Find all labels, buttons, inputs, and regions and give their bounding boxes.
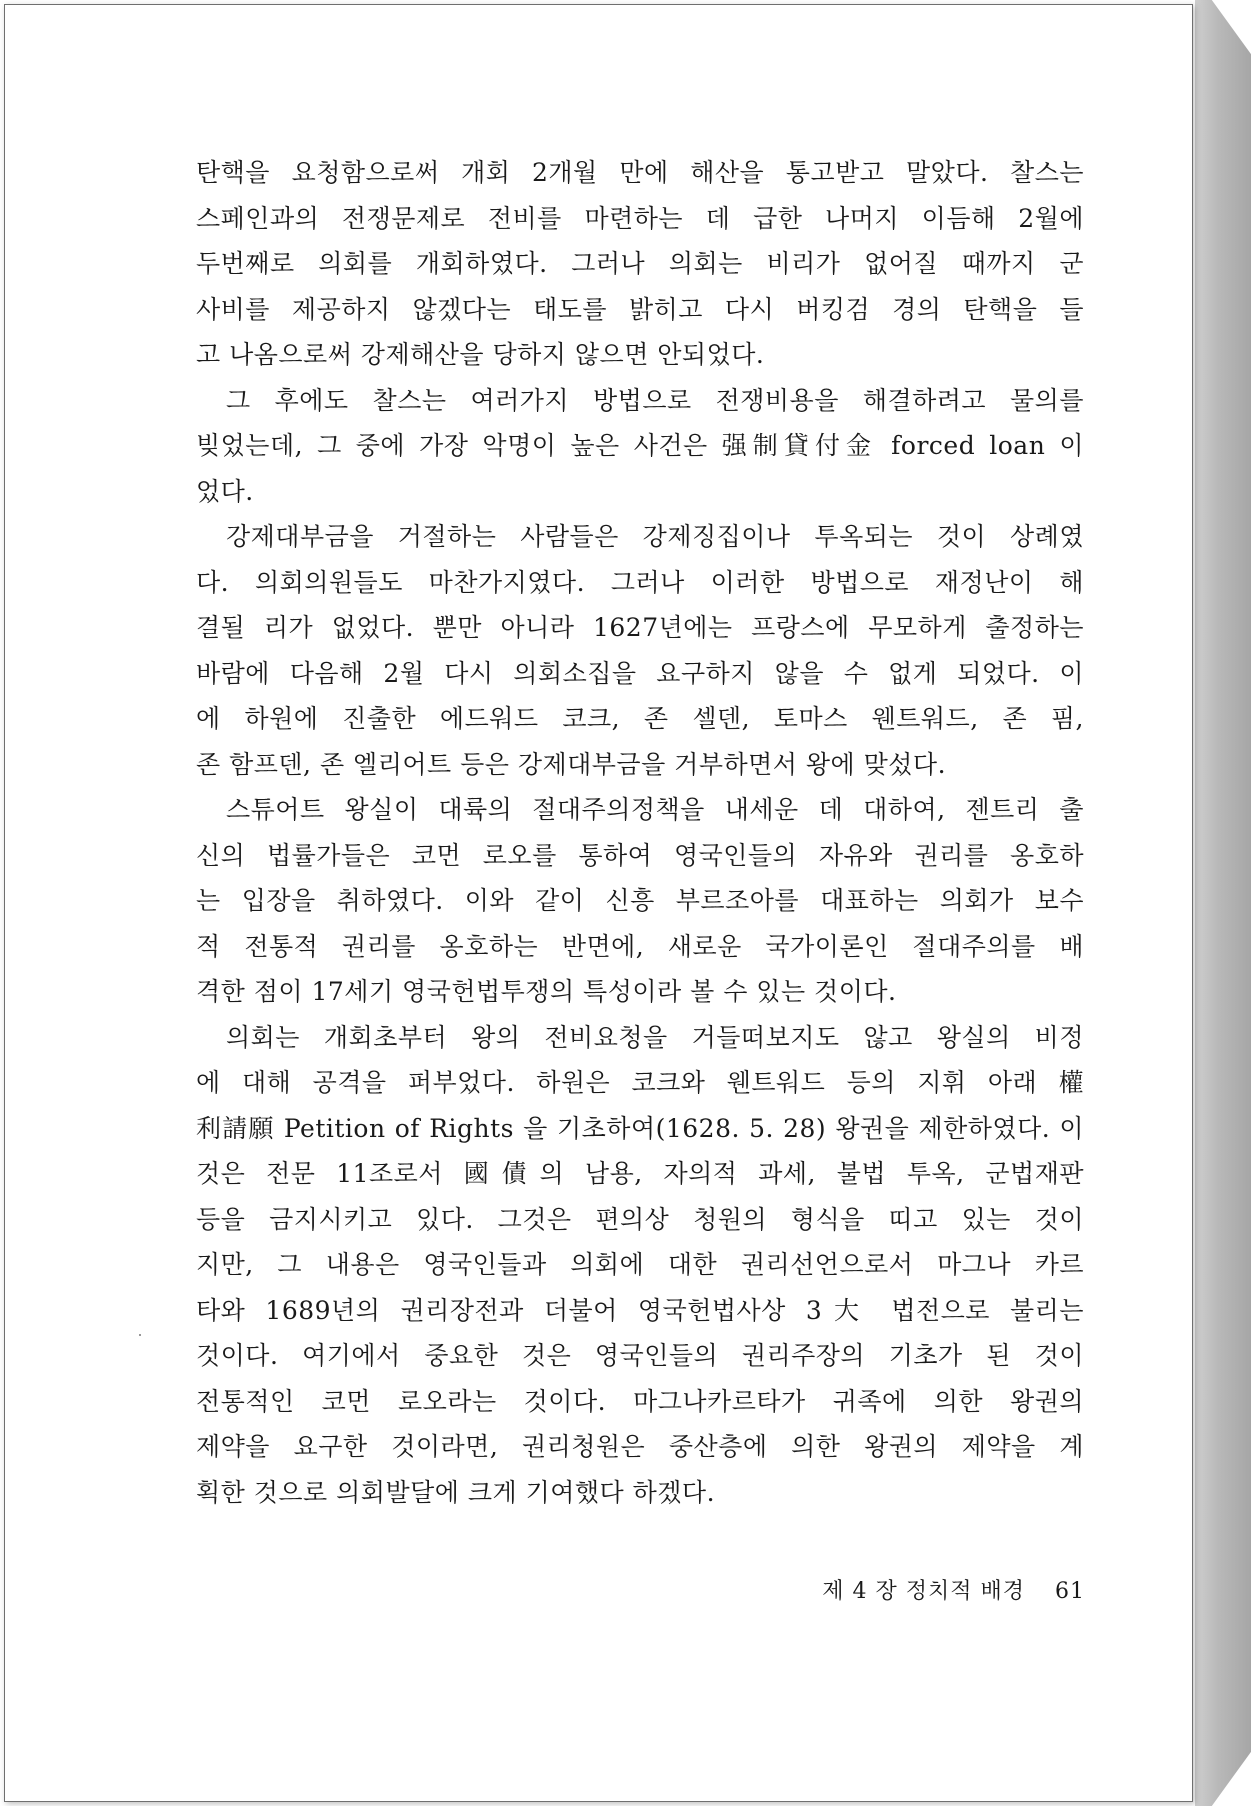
text-line: 두번째로 의회를 개회하였다. 그러나 의회는 비리가 없어질 때까지 군 (196, 249, 1084, 278)
text-line: 지만, 그 내용은 영국인들과 의회에 대한 권리선언으로서 마그나 카르 (196, 1250, 1084, 1279)
text-line: 에 하원에 진출한 에드워드 코크, 존 셀덴, 토마스 웬트워드, 존 핌, (196, 704, 1084, 733)
page-body-text (196, 150, 1084, 1515)
text-line: 다. 의회의원들도 마찬가지였다. 그러나 이러한 방법으로 재정난이 해 (196, 567, 1084, 597)
text-line: 강제대부금을 거절하는 사람들은 강제징집이나 투옥되는 것이 상례였 (226, 522, 1084, 551)
text-line: 사비를 제공하지 않겠다는 태도를 밝히고 다시 버킹검 경의 탄핵을 들 (196, 294, 1084, 324)
text-line: 빚었는데, 그 중에 가장 악명이 높은 사건은 强制貸付金 forced loan 이 (196, 431, 1084, 460)
text-line: 는 입장을 취하였다. 이와 같이 신흥 부르조아를 대표하는 의회가 보수 (196, 886, 1084, 915)
text-line: 바람에 다음해 2월 다시 의회소집을 요구하지 않을 수 없게 되었다. 이 (196, 658, 1084, 688)
text-line: 스튜어트 왕실이 대륙의 절대주의정책을 내세운 데 대하여, 젠트리 출 (226, 795, 1084, 824)
page-footer (795, 1574, 1085, 1605)
text-line: 격한 점이 17세기 영국헌법투쟁의 특성이라 볼 수 있는 것이다. (196, 977, 897, 1006)
book-edge-shading (1195, 0, 1251, 1806)
text-line: 그 후에도 찰스는 여러가지 방법으로 전쟁비용을 해결하려고 물의를 (226, 385, 1084, 415)
text-line: 利請願 Petition of Rights 을 기초하여(1628. 5. 28) 왕권을 제한하였다. 이 (196, 1113, 1084, 1143)
text-line: 제약을 요구한 것이라면, 권리청원은 중산층에 의한 왕권의 제약을 계 (196, 1432, 1084, 1461)
paragraph (196, 514, 1084, 787)
text-line: 존 함프덴, 존 엘리어트 등은 강제대부금을 거부하면서 왕에 맞섰다. (196, 749, 947, 779)
paragraph (196, 150, 1084, 378)
page-number: 61 (1055, 1579, 1085, 1604)
text-line: 적 전통적 권리를 옹호하는 반면에, 새로운 국가이론인 절대주의를 배 (196, 931, 1084, 961)
text-line: 획한 것으로 의회발달에 크게 기여했다 하겠다. (196, 1477, 716, 1507)
text-line: 등을 금지시키고 있다. 그것은 편의상 청원의 형식을 띠고 있는 것이 (196, 1204, 1084, 1234)
scan-speck (139, 1334, 141, 1336)
text-line: 것은 전문 11조로서 國債의 남용, 자의적 과세, 불법 투옥, 군법재판 (196, 1159, 1084, 1188)
paragraph (196, 787, 1084, 1015)
text-line: 에 대해 공격을 퍼부었다. 하원은 코크와 웬트워드 등의 지휘 아래 權 (196, 1068, 1084, 1097)
chapter-title: 제 4 장 정치적 배경 (822, 1579, 1025, 1604)
text-line: 고 나옴으로써 강제해산을 당하지 않으면 안되었다. (196, 340, 765, 369)
paragraph (196, 1015, 1084, 1516)
text-line: 탄핵을 요청함으로써 개회 2개월 만에 해산을 통고받고 말았다. 찰스는 (196, 158, 1084, 187)
paragraph (196, 378, 1084, 515)
text-line: 의회는 개회초부터 왕의 전비요청을 거들떠보지도 않고 왕실의 비정 (226, 1022, 1084, 1052)
text-line: 타와 1689년의 권리장전과 더불어 영국헌법사상 3大 법전으로 불리는 (196, 1295, 1084, 1325)
text-line: 결될 리가 없었다. 뿐만 아니라 1627년에는 프랑스에 무모하게 출정하는 (196, 613, 1084, 642)
text-line: 스페인과의 전쟁문제로 전비를 마련하는 데 급한 나머지 이듬해 2월에 (196, 203, 1084, 233)
text-line: 전통적인 코먼 로오라는 것이다. 마그나카르타가 귀족에 의한 왕권의 (196, 1386, 1084, 1416)
text-line: 신의 법률가들은 코먼 로오를 통하여 영국인들의 자유와 권리를 옹호하 (196, 840, 1084, 870)
text-line: 것이다. 여기에서 중요한 것은 영국인들의 권리주장의 기초가 된 것이 (196, 1341, 1084, 1370)
text-line: 었다. (196, 476, 254, 506)
